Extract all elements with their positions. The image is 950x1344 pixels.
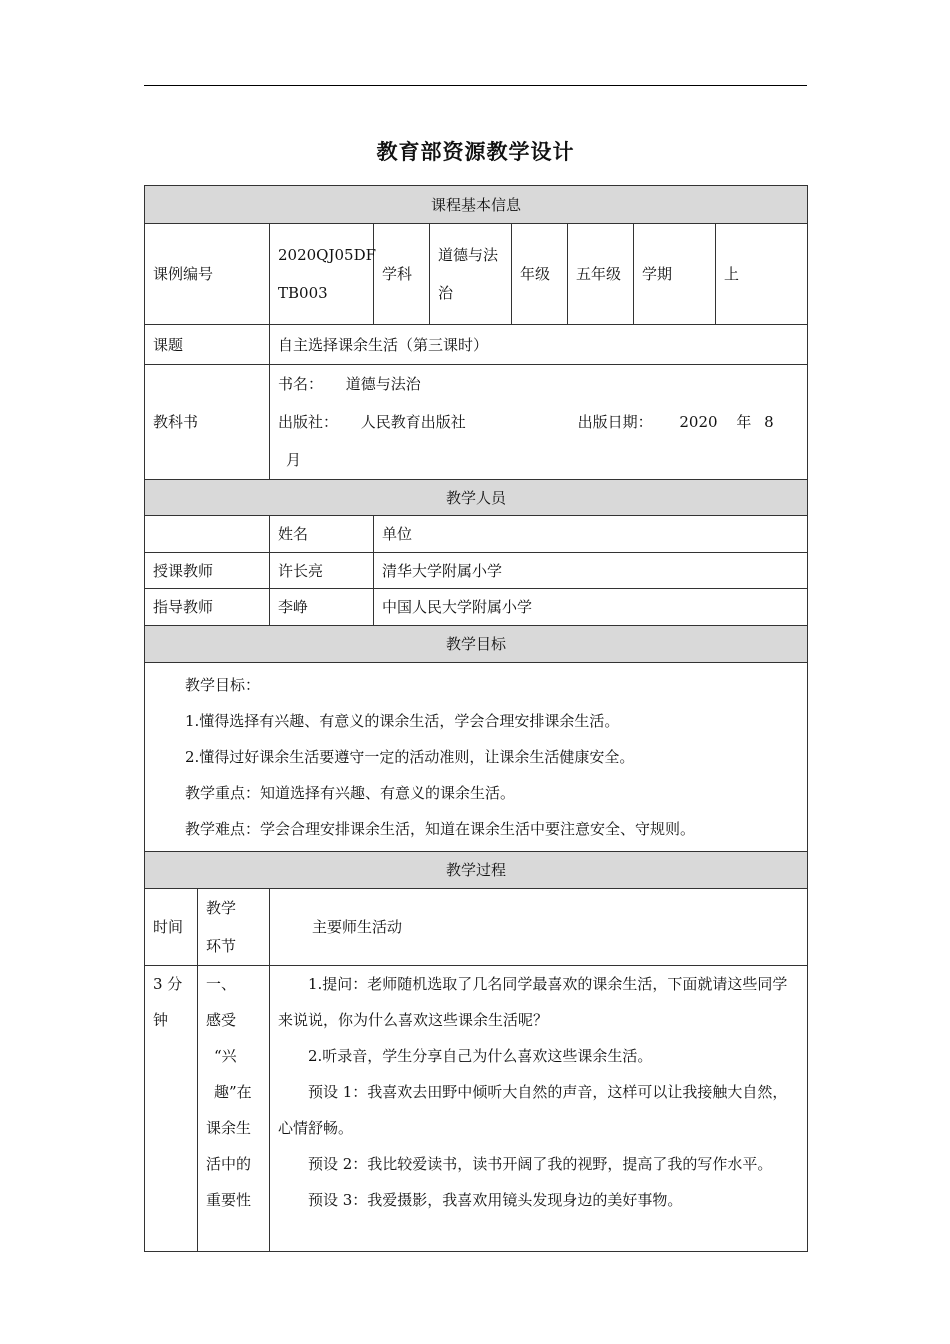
goal-line: 2.懂得过好课余生活要遵守一定的活动准则，让课余生活健康安全。 [185,748,635,766]
goal-line: 教学目标： [185,676,261,694]
staff-role: 指导教师 [145,589,270,626]
case-number-value: 2020QJ05DF TB003 [270,224,374,325]
staff-unit-header: 单位 [374,516,808,553]
pubdate-label: 出版日期： [577,413,653,431]
activity-paragraph: 1.提问：老师随机选取了几名同学最喜欢的课余生活，下面就请这些同学来说说，你为什么喜欢这些课余生活呢？ [278,975,788,1029]
activity-paragraph: 预设 1：我喜欢去田野中倾听大自然的声音，这样可以让我接触大自然，心情舒畅。 [278,1083,788,1137]
table-row [145,589,808,626]
publisher-label: 出版社： [278,413,339,431]
subject-value: 道德与法 治 [430,224,512,325]
activity-header: 主要师生活动 [270,889,808,966]
process-time: 3 分 钟 [145,966,198,1252]
staff-role-header-empty [145,516,270,553]
pub-month-unit: 月 [286,451,302,469]
book-name: 道德与法治 [345,375,421,393]
table-row [145,553,808,589]
activity-paragraph: 预设 3：我爱摄影，我喜欢用镜头发现身边的美好事物。 [308,1191,683,1209]
staff-name-header: 姓名 [270,516,374,553]
term-value: 上 [716,224,808,325]
step-header: 教学 环节 [198,889,270,966]
time-header: 时间 [145,889,198,966]
case-number-label: 课例编号 [145,224,270,325]
staff-role: 授课教师 [145,553,270,589]
staff-unit: 清华大学附属小学 [374,553,808,589]
textbook-info [270,365,808,480]
document-title: 教育部资源教学设计 [376,140,575,164]
section-process: 教学过程 [145,852,808,889]
staff-name: 许长亮 [270,553,374,589]
textbook-label: 教科书 [145,365,270,480]
grade-value: 五年级 [568,224,634,325]
goals-content [145,663,808,852]
activity-paragraph: 2.听录音，学生分享自己为什么喜欢这些课余生活。 [308,1047,653,1065]
staff-name: 李峥 [270,589,374,626]
activity-paragraph: 预设 2：我比较爱读书，读书开阔了我的视野，提高了我的写作水平。 [308,1155,773,1173]
goal-line: 教学难点：学会合理安排课余生活，知道在课余生活中要注意安全、守规则。 [185,820,696,838]
process-step: 一、 感受 “兴 趣”在 课余生 活中的 重要性 [198,966,270,1252]
subject-label: 学科 [374,224,430,325]
process-row [145,966,808,1252]
term-label: 学期 [634,224,716,325]
section-basic-info: 课程基本信息 [145,186,808,224]
grade-label: 年级 [512,224,568,325]
book-name-label: 书名： [278,375,324,393]
pub-year: 2020 [679,413,718,431]
header-rule [144,85,807,86]
goal-line: 教学重点：知道选择有兴趣、有意义的课余生活。 [185,784,516,802]
pub-year-unit: 年 [736,413,752,431]
section-staff: 教学人员 [145,480,808,516]
goal-line: 1.懂得选择有兴趣、有意义的课余生活，学会合理安排课余生活。 [185,712,620,730]
process-activity [270,966,808,1252]
pub-month: 8 [764,413,774,431]
publisher: 人民教育出版社 [360,413,466,431]
section-goals: 教学目标 [145,626,808,663]
lesson-design-table [144,185,808,1252]
topic-label: 课题 [145,325,270,365]
staff-unit: 中国人民大学附属小学 [374,589,808,626]
topic-value: 自主选择课余生活（第三课时） [270,325,808,365]
